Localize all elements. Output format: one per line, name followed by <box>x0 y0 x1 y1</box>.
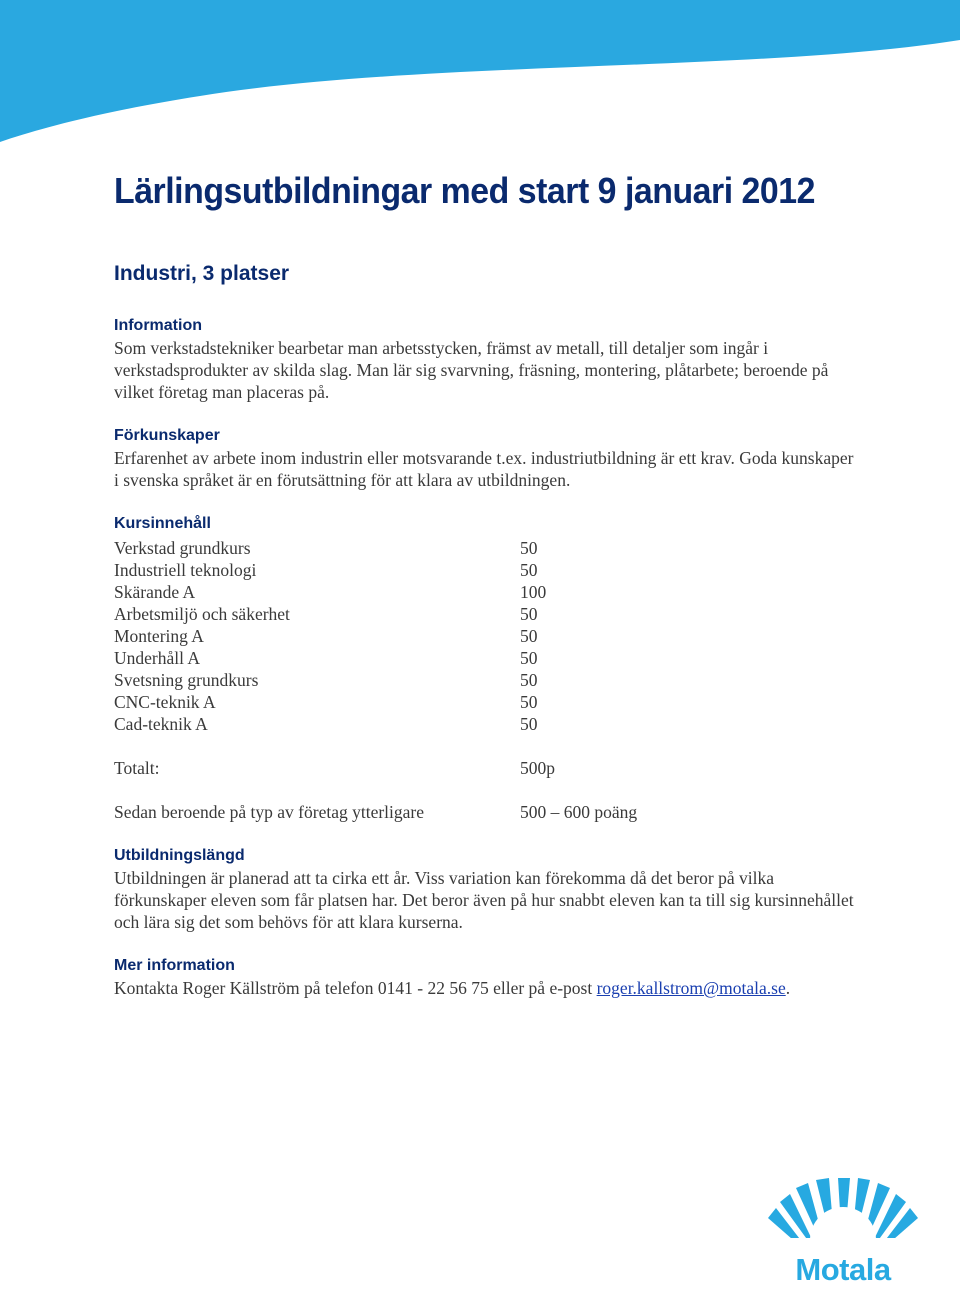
section-heading-information: Information <box>114 317 202 334</box>
course-name: Verkstad grundkurs <box>114 538 251 558</box>
total-value: 500p <box>520 758 555 778</box>
section-heading-mer-information: Mer information <box>114 957 235 974</box>
section-kursinnehall <box>114 513 854 823</box>
contact-text-after: . <box>785 978 791 998</box>
course-row <box>114 713 546 735</box>
total-row <box>114 757 854 779</box>
course-points: 50 <box>520 604 538 624</box>
contact-text-before: Kontakta Roger Källström på telefon 0141 - 22 56 75 eller på e-post <box>114 978 597 998</box>
course-points: 100 <box>520 582 547 602</box>
course-row <box>114 603 546 625</box>
contact-text <box>114 977 854 999</box>
course-name: CNC-teknik A <box>114 692 216 712</box>
course-row <box>114 581 546 603</box>
section-utbildningslangd <box>114 845 854 933</box>
course-row <box>114 625 546 647</box>
course-row <box>114 537 546 559</box>
course-totals <box>114 757 854 823</box>
section-heading-utbildningslangd: Utbildningslängd <box>114 847 245 864</box>
section-forkunskaper <box>114 425 854 491</box>
section-information <box>114 315 854 403</box>
course-row <box>114 647 546 669</box>
course-points: 50 <box>520 670 538 690</box>
information-text: Som verkstadstekniker bearbetar man arbetsstycken, främst av metall, till detaljer som ingår i verkstadsprodukter av skilda slag. Man lär sig svarvning, fräsning, montering, plåtarbete; beroende på vilket företag man placeras på. <box>114 338 829 402</box>
page-subtitle: Industri, 3 platser <box>114 262 290 285</box>
course-points: 50 <box>520 648 538 668</box>
extra-points-value: 500 – 600 poäng <box>520 802 638 822</box>
section-heading-forkunskaper: Förkunskaper <box>114 427 220 444</box>
course-points: 50 <box>520 692 538 712</box>
course-table <box>114 537 546 735</box>
page-title: Lärlingsutbildningar med start 9 januari 2012 <box>114 170 815 211</box>
course-points: 50 <box>520 626 538 646</box>
document-content <box>114 168 854 999</box>
course-name: Cad-teknik A <box>114 714 208 734</box>
course-points: 50 <box>520 538 538 558</box>
course-name: Skärande A <box>114 582 196 602</box>
section-heading-kursinnehall: Kursinnehåll <box>114 515 211 532</box>
course-row <box>114 669 546 691</box>
course-points: 50 <box>520 714 538 734</box>
course-name: Arbetsmiljö och säkerhet <box>114 604 290 624</box>
email-link[interactable]: roger.kallstrom@motala.se <box>596 978 786 998</box>
course-row <box>114 691 546 713</box>
fan-icon <box>766 1178 920 1258</box>
extra-points-label: Sedan beroende på typ av företag ytterligare <box>114 802 425 822</box>
course-row <box>114 559 546 581</box>
extra-points-row <box>114 801 854 823</box>
forkunskaper-text: Erfarenhet av arbete inom industrin eller motsvarande t.ex. industriutbildning är ett krav. Goda kunskaper i svenska språket är en förutsättning för att klara av utbildningen. <box>114 448 854 490</box>
logo-text: Motala <box>795 1252 891 1287</box>
course-name: Industriell teknologi <box>114 560 257 580</box>
header-wave-decoration <box>0 0 960 150</box>
course-name: Montering A <box>114 626 204 646</box>
course-points: 50 <box>520 560 538 580</box>
motala-logo <box>766 1178 920 1290</box>
total-label: Totalt: <box>114 758 160 778</box>
course-name: Underhåll A <box>114 648 201 668</box>
utbildningslangd-text: Utbildningen är planerad att ta cirka ett år. Viss variation kan förekomma då det beror på vilka förkunskaper eleven som får platsen har. Det beror även på hur snabbt eleven kan ta till sig kursinnehållet och lära sig det som behövs för att klara kurserna. <box>114 868 854 932</box>
section-mer-information <box>114 955 854 999</box>
course-name: Svetsning grundkurs <box>114 670 259 690</box>
